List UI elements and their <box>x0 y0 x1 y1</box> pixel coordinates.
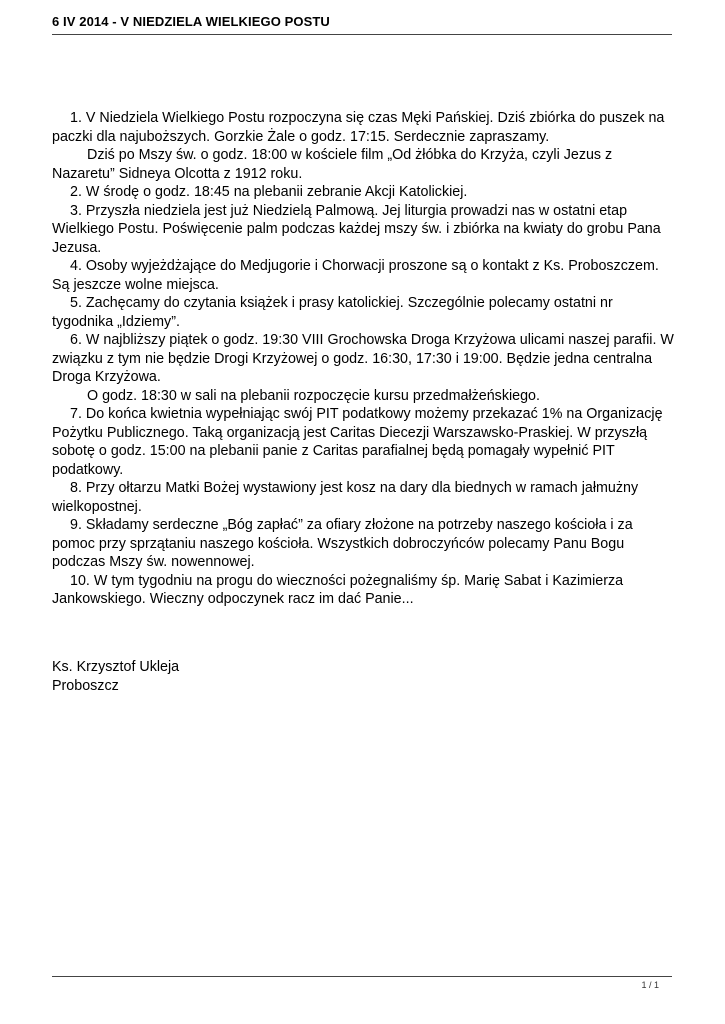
announcement-9: 9. Składamy serdeczne „Bóg zapłać” za ofiary złożone na potrzeby naszego kościoła i za pomoc przy sprzątaniu naszego kościoła. Wszystkich dobroczyńców polecamy Panu Bogu podczas Mszy św. nowennowej. <box>52 517 633 570</box>
announcement-6: 6. W najbliższy piątek o godz. 19:30 VIII Grochowska Droga Krzyżowa ulicami naszej parafii. W związku z tym nie będzie Drogi Krzyżowej o godz. 16:30, 17:30 i 19:00. Będzie jedna centralna Droga Krzyżowa. <box>52 332 674 385</box>
announcement-2: 2. W środę o godz. 18:45 na plebanii zebranie Akcji Katolickiej. <box>70 184 468 200</box>
signature-role: Proboszcz <box>52 677 119 694</box>
announcement-4: 4. Osoby wyjeżdżające do Medjugorie i Chorwacji proszone są o kontakt z Ks. Proboszczem. Są jeszcze wolne miejsca. <box>52 258 659 293</box>
announcement-1-film: Dziś po Mszy św. o godz. 18:00 w kościele film „Od żłóbka do Krzyża, czyli Jezus z Nazaretu” Sidneya Olcotta z 1912 roku. <box>52 147 613 182</box>
footer-divider <box>52 976 672 977</box>
announcement-8: 8. Przy ołtarzu Matki Bożej wystawiony jest kosz na dary dla biednych w ramach jałmużny wielkopostnej. <box>52 480 639 515</box>
announcement-10: 10. W tym tygodniu na progu do wieczności pożegnaliśmy śp. Marię Sabat i Kazimierza Jankowskiego. Wieczny odpoczynek racz im dać Panie... <box>52 572 624 607</box>
header-divider <box>52 34 672 35</box>
announcement-5: 5. Zachęcamy do czytania książek i prasy katolickiej. Szczególnie polecamy ostatni nr tygodnika „Idziemy”. <box>52 295 613 330</box>
signature-block <box>52 658 179 695</box>
page-header-title: 6 IV 2014 - V NIEDZIELA WIELKIEGO POSTU <box>52 14 330 29</box>
announcements-body <box>52 109 677 609</box>
announcement-1: 1. V Niedziela Wielkiego Postu rozpoczyna się czas Męki Pańskiej. Dziś zbiórka do puszek na paczki dla najuboższych. Gorzkie Żale o godz. 17:15. Serdecznie zapraszamy. <box>52 110 665 145</box>
announcement-3: 3. Przyszła niedziela jest już Niedzielą Palmową. Jej liturgia prowadzi nas w ostatni etap Wielkiego Postu. Poświęcenie palm podczas każdej mszy św. i zbiórka na kwiaty do grobu Pana Jezusa. <box>52 202 661 256</box>
page-number: 1 / 1 <box>641 980 659 990</box>
signature-name: Ks. Krzysztof Ukleja <box>52 659 180 675</box>
announcement-7: 7. Do końca kwietnia wypełniając swój PIT podatkowy możemy przekazać 1% na Organizację Pożytku Publicznego. Taką organizacją jest Caritas Diecezji Warszawsko-Praskiej. W przyszłą sobotę o godz. 15:00 na plebanii panie z Caritas parafialnej będą pomagały wypełnić PIT podatkowy. <box>52 406 663 478</box>
announcement-6-course: O godz. 18:30 w sali na plebanii rozpoczęcie kursu przedmałżeńskiego. <box>87 387 540 404</box>
